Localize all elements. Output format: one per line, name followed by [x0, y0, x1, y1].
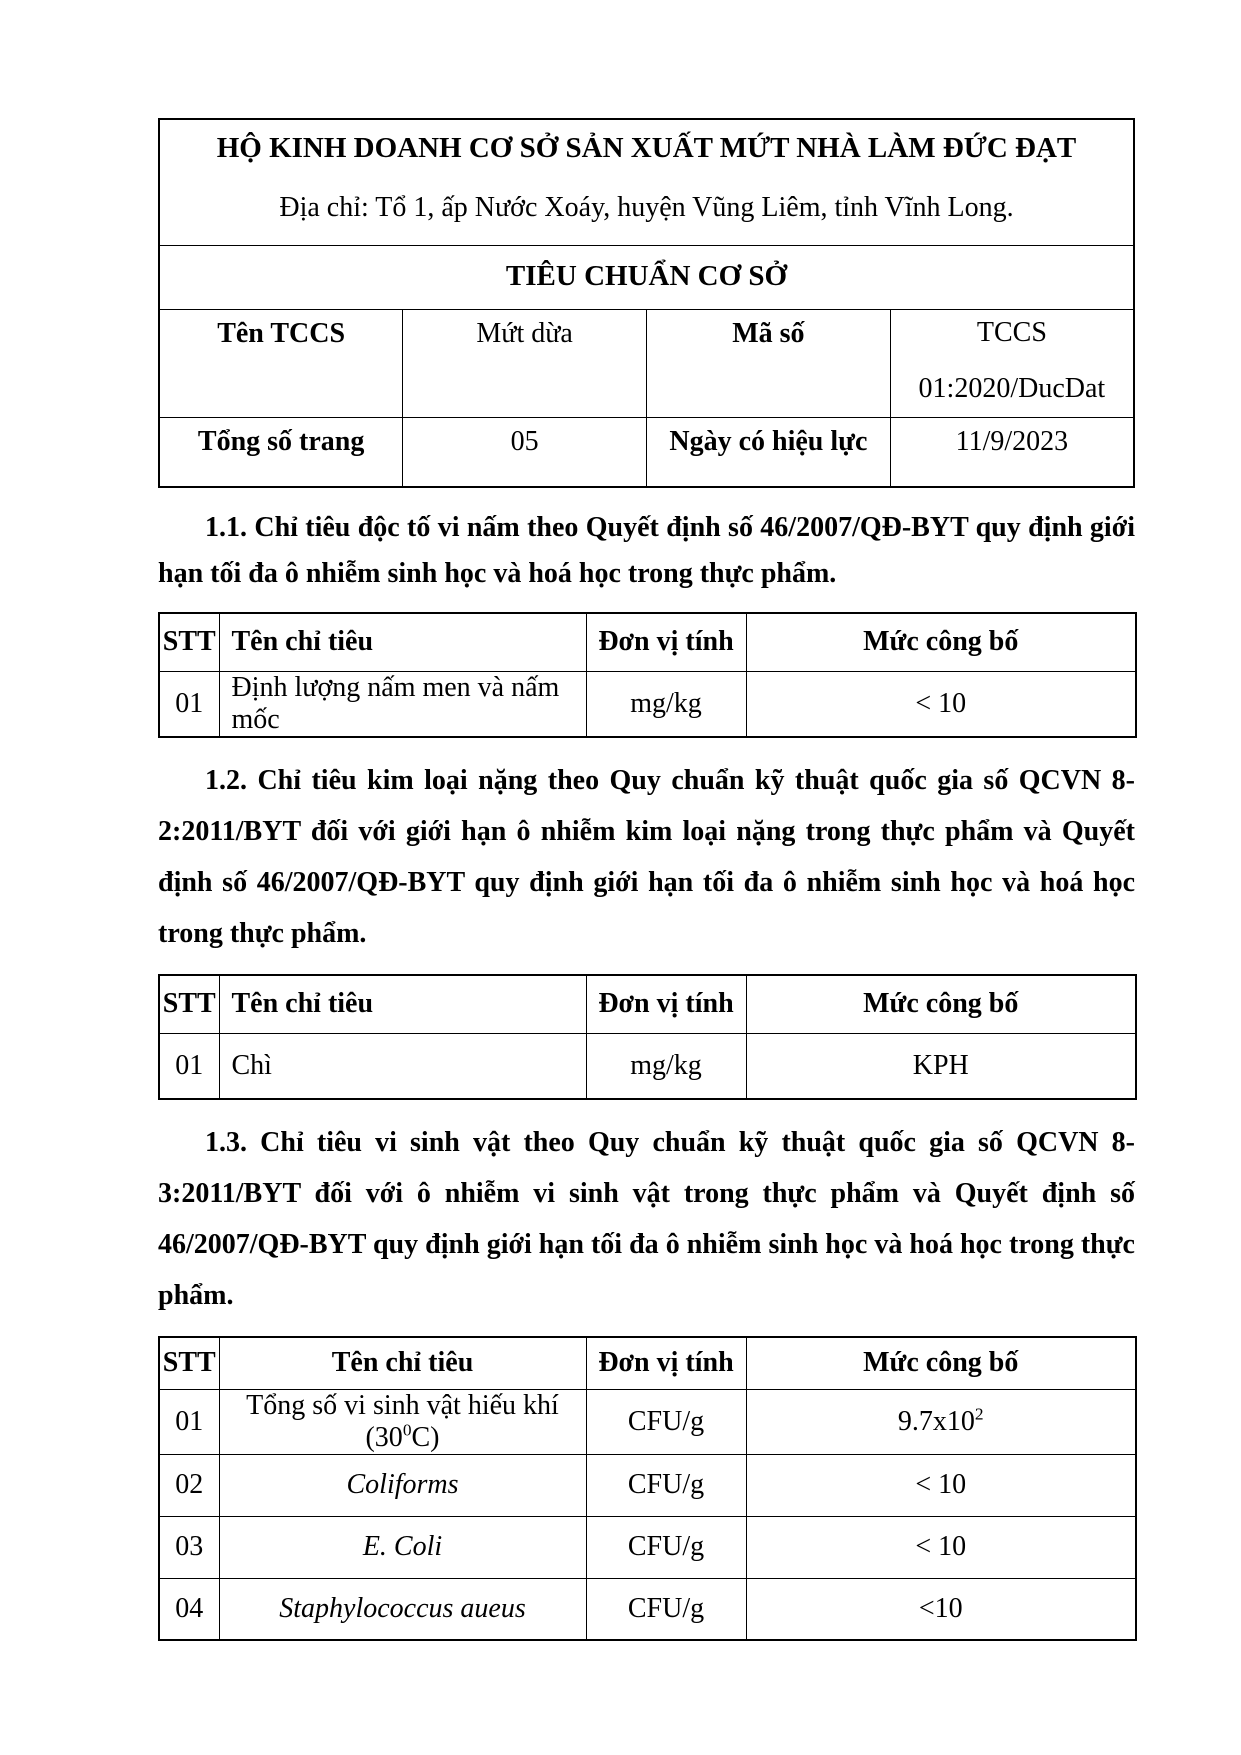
col-header-unit: Đơn vị tính [586, 613, 746, 671]
cell-unit: mg/kg [586, 671, 746, 737]
col-header-name: Tên chỉ tiêu [219, 975, 586, 1033]
spec-header-row [159, 613, 1136, 671]
doc-meta-row-1 [159, 309, 1134, 417]
effective-date-label: Ngày có hiệu lực [647, 417, 891, 487]
effective-date-value: 11/9/2023 [890, 417, 1134, 487]
spec-header-row [159, 975, 1136, 1033]
cell-declared-level: < 10 [746, 671, 1136, 737]
col-header-value: Mức công bố [746, 1337, 1136, 1389]
section-1-3-table [158, 1336, 1137, 1641]
doc-title-cell [159, 245, 1134, 309]
cell-declared-level: KPH [746, 1033, 1136, 1099]
cell-stt: 02 [159, 1454, 219, 1516]
cell-declared-level: <10 [746, 1578, 1136, 1640]
cell-unit: CFU/g [586, 1516, 746, 1578]
section-1-3 [158, 1117, 1135, 1641]
cell-declared-level: < 10 [746, 1516, 1136, 1578]
spec-row [159, 1454, 1136, 1516]
col-header-name: Tên chỉ tiêu [219, 613, 586, 671]
code-value-line2: 01:2020/DucDat [918, 373, 1106, 405]
cell-criterion-name: Tổng số vi sinh vật hiếu khí $(30^0C)$ [219, 1389, 586, 1454]
business-address: Địa chỉ: Tổ 1, ấp Nước Xoáy, huyện Vũng Liêm, tỉnh Vĩnh Long. [279, 192, 1014, 223]
col-header-value: Mức công bố [746, 975, 1136, 1033]
document-info-table [158, 118, 1135, 488]
cell-stt: 01 [159, 1033, 219, 1099]
cell-unit: CFU/g [586, 1578, 746, 1640]
cell-unit: CFU/g [586, 1454, 746, 1516]
col-header-name: Tên chỉ tiêu [219, 1337, 586, 1389]
cell-criterion-name: Chì [219, 1033, 586, 1099]
business-name: HỘ KINH DOANH CƠ SỞ SẢN XUẤT MỨT NHÀ LÀM ĐỨC ĐẠT [216, 132, 1077, 164]
col-header-stt: STT [159, 1337, 219, 1389]
business-header-cell [159, 119, 1134, 245]
col-header-unit: Đơn vị tính [586, 1337, 746, 1389]
cell-stt: 04 [159, 1578, 219, 1640]
cell-stt: 01 [159, 671, 219, 737]
cell-declared-level: $9.7x10^2$ [746, 1389, 1136, 1454]
code-label: Mã số [647, 309, 891, 417]
tccs-name-label: Tên TCCS [159, 309, 403, 417]
spec-header-row [159, 1337, 1136, 1389]
col-header-stt: STT [159, 975, 219, 1033]
section-1-3-heading: 1.3. Chỉ tiêu vi sinh vật theo Quy chuẩn kỹ thuật quốc gia số QCVN 8-3:2011/BYT đối với ô nhiễm vi sinh vật trong thực phẩm và Quyết định số 46/2007/QĐ-BYT quy định giới hạn tối đa ô nhiễm sinh học và hoá học trong thực phẩm. [158, 1127, 1135, 1311]
cell-stt: 03 [159, 1516, 219, 1578]
document-content [158, 118, 1135, 1641]
col-header-unit: Đơn vị tính [586, 975, 746, 1033]
tccs-name-value: Mứt dừa [403, 309, 647, 417]
doc-title: TIÊU CHUẨN CƠ SỞ [505, 259, 788, 292]
section-1-2-heading: 1.2. Chỉ tiêu kim loại nặng theo Quy chuẩn kỹ thuật quốc gia số QCVN 8-2:2011/BYT đối với giới hạn ô nhiễm kim loại nặng trong thực phẩm và Quyết định số 46/2007/QĐ-BYT quy định giới hạn tối đa ô nhiễm sinh học và hoá học trong thực phẩm. [158, 765, 1135, 949]
cell-unit: mg/kg [586, 1033, 746, 1099]
cell-declared-level: < 10 [746, 1454, 1136, 1516]
spec-row [159, 1033, 1136, 1099]
spec-row [159, 1578, 1136, 1640]
col-header-stt: STT [159, 613, 219, 671]
pages-label: Tổng số trang [159, 417, 403, 487]
cell-criterion-name: Staphylococcus aueus [219, 1578, 586, 1640]
pages-value: 05 [403, 417, 647, 487]
spec-row [159, 671, 1136, 737]
cell-unit: CFU/g [586, 1389, 746, 1454]
doc-meta-row-2 [159, 417, 1134, 487]
spec-row [159, 1516, 1136, 1578]
business-header-row [159, 119, 1134, 245]
spec-row [159, 1389, 1136, 1454]
cell-criterion-name: Định lượng nấm men và nấm mốc [219, 671, 586, 737]
code-value-line1: TCCS [976, 316, 1047, 348]
doc-title-row [159, 245, 1134, 309]
code-value [890, 309, 1134, 417]
section-1-1-heading: 1.1. Chỉ tiêu độc tố vi nấm theo Quyết định số 46/2007/QĐ-BYT quy định giới hạn tối đa ô nhiễm sinh học và hoá học trong thực phẩm. [158, 512, 1135, 589]
section-1-2 [158, 755, 1135, 1100]
cell-criterion-name: E. Coli [219, 1516, 586, 1578]
section-1-1-table [158, 612, 1137, 738]
section-1-1 [158, 505, 1135, 738]
cell-stt: 01 [159, 1389, 219, 1454]
col-header-value: Mức công bố [746, 613, 1136, 671]
section-1-2-table [158, 974, 1137, 1100]
cell-criterion-name: Coliforms [219, 1454, 586, 1516]
